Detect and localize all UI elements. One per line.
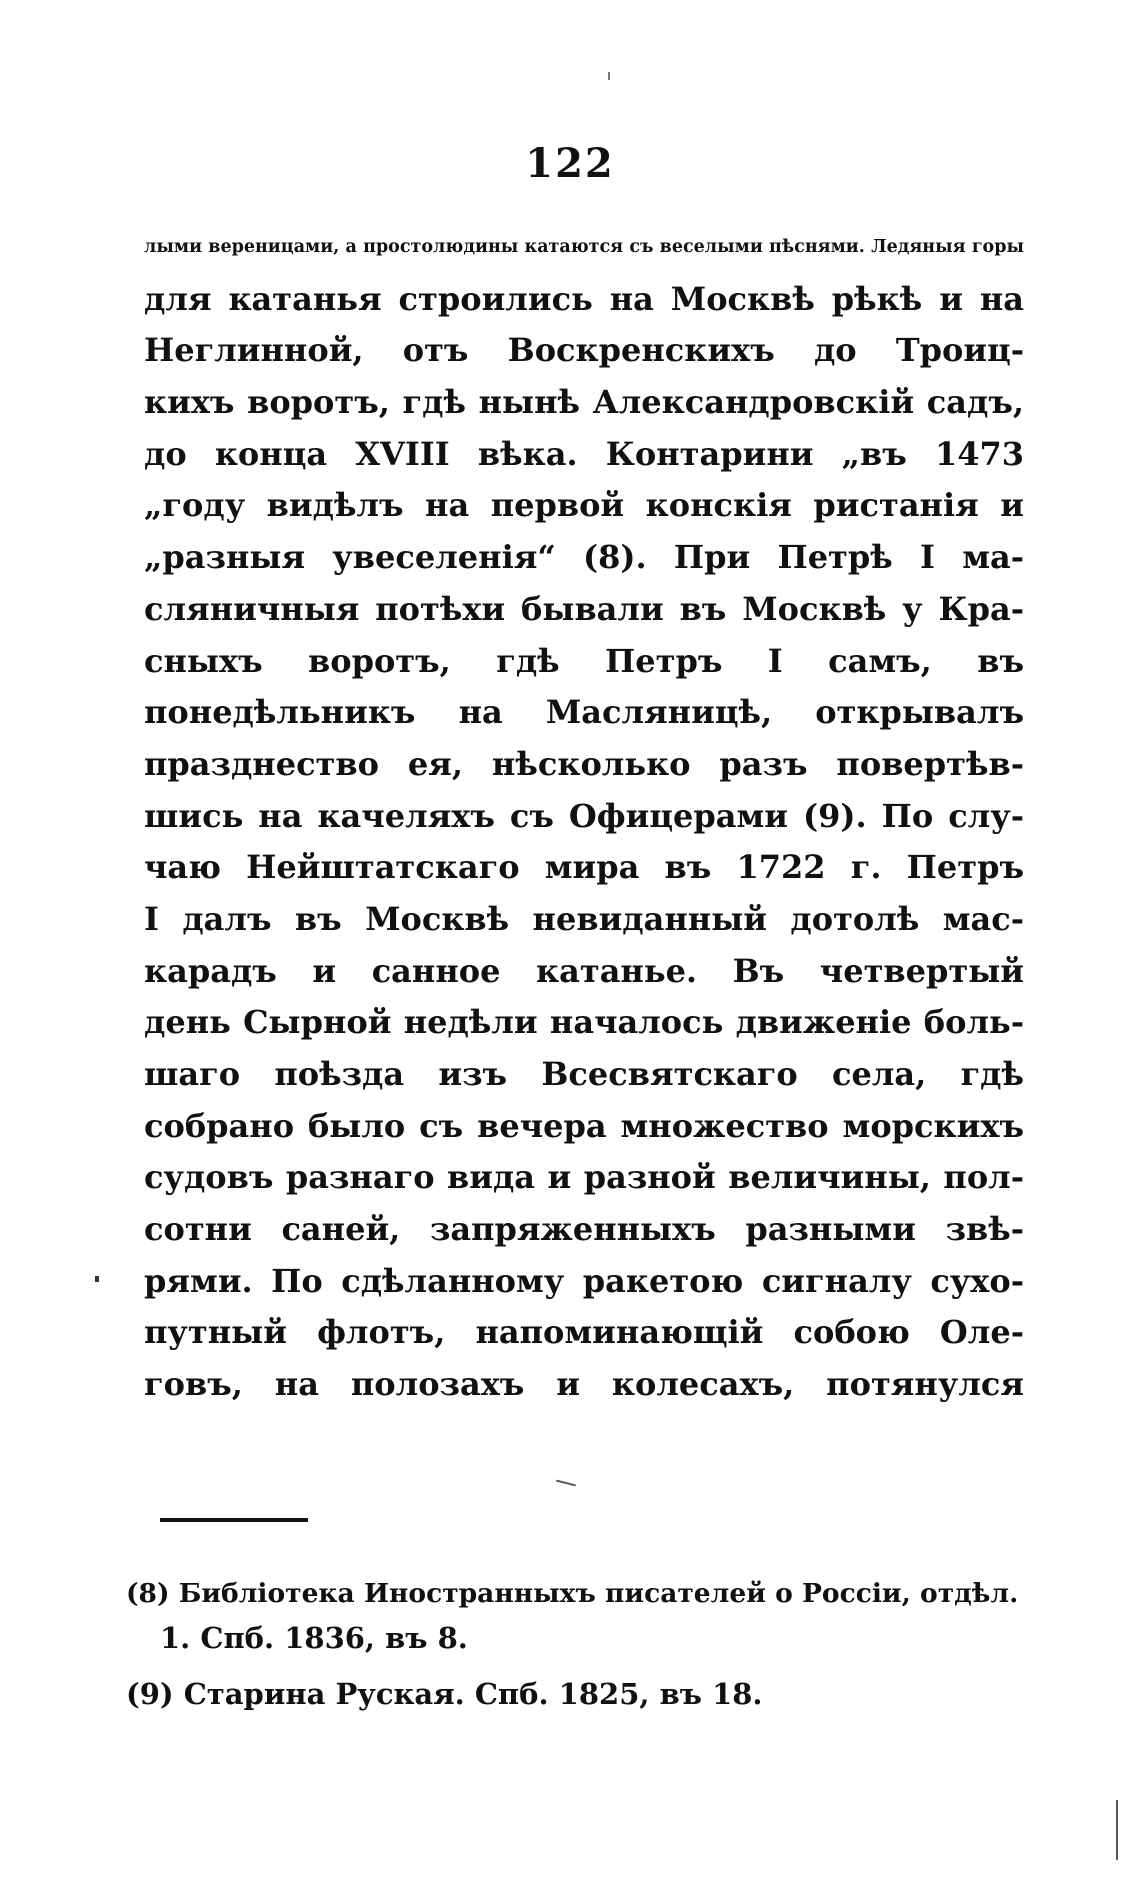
page-edge-mark: [1116, 1800, 1118, 1860]
text-line: празднество ея, нѣсколько разъ повертѣв-: [144, 744, 1024, 783]
text-line: говъ, на полозахъ и колесахъ, потянулся: [144, 1365, 1024, 1404]
text-line: шаго поѣзда изъ Всесвятскаго села, гдѣ: [144, 1055, 1024, 1093]
scan-speck: [556, 1480, 576, 1487]
text-line: I далъ въ Москвѣ невиданный дотолѣ мас-: [144, 899, 1024, 938]
footnote-8: (8) Библіотека Иностранныхъ писателей о Россіи, отдѣл.: [126, 1578, 1019, 1609]
text-line: рями. По сдѣланному ракетою сигналу сухо-: [144, 1261, 1024, 1300]
scan-speck: [95, 1276, 99, 1282]
footnote-9: (9) Старина Руская. Спб. 1825, въ 18.: [126, 1677, 763, 1711]
footnote-spacer: [126, 1660, 1026, 1672]
text-line: чаю Нейштатскаго мира въ 1722 г. Петръ: [144, 848, 1024, 887]
text-line: карадъ и санное катанье. Въ четвертый: [144, 951, 1024, 990]
text-line: лыми вереницами, а простолюдины катаются съ веселыми пѣснями. Ледяныя горы: [144, 237, 1024, 257]
text-line: сляничныя потѣхи бывали въ Москвѣ у Кра-: [144, 589, 1024, 628]
footnotes: [126, 1572, 1026, 1716]
text-line: до конца XVIII вѣка. Контарини „въ 1473: [144, 434, 1024, 473]
text-line: понедѣльникъ на Масляницѣ, открывалъ: [144, 693, 1024, 732]
scan-speck: [608, 72, 610, 80]
text-line: сныхъ воротъ, гдѣ Петръ I самъ, въ: [144, 641, 1024, 680]
text-line: шись на качеляхъ съ Офицерами (9). По слу-: [144, 796, 1024, 835]
text-line: Неглинной, отъ Воскренскихъ до Троиц-: [144, 331, 1024, 370]
text-line: для катанья строились на Москвѣ рѣкѣ и на: [144, 279, 1024, 318]
text-line: „году видѣлъ на первой конскія ристанія и: [144, 486, 1024, 525]
footnote-8-continuation: 1. Спб. 1836, въ 8.: [160, 1621, 468, 1655]
body-text: [144, 222, 1024, 1411]
text-line: кихъ воротъ, гдѣ нынѣ Александровскій садъ,: [144, 383, 1024, 422]
text-line: путный флотъ, напоминающій собою Оле-: [144, 1313, 1024, 1352]
footnote-divider: [160, 1518, 308, 1522]
text-line: день Сырной недѣли началось движеніе боль-: [144, 1003, 1024, 1042]
text-line: судовъ разнаго вида и разной величины, пол-: [144, 1158, 1024, 1197]
text-line: собрано было съ вечера множество морскихъ: [144, 1106, 1024, 1145]
text-line: „разныя увеселенія“ (8). При Петрѣ I ма-: [144, 538, 1024, 577]
text-line: сотни саней, запряженныхъ разными звѣ-: [144, 1210, 1024, 1249]
page-number: 122: [525, 140, 615, 187]
